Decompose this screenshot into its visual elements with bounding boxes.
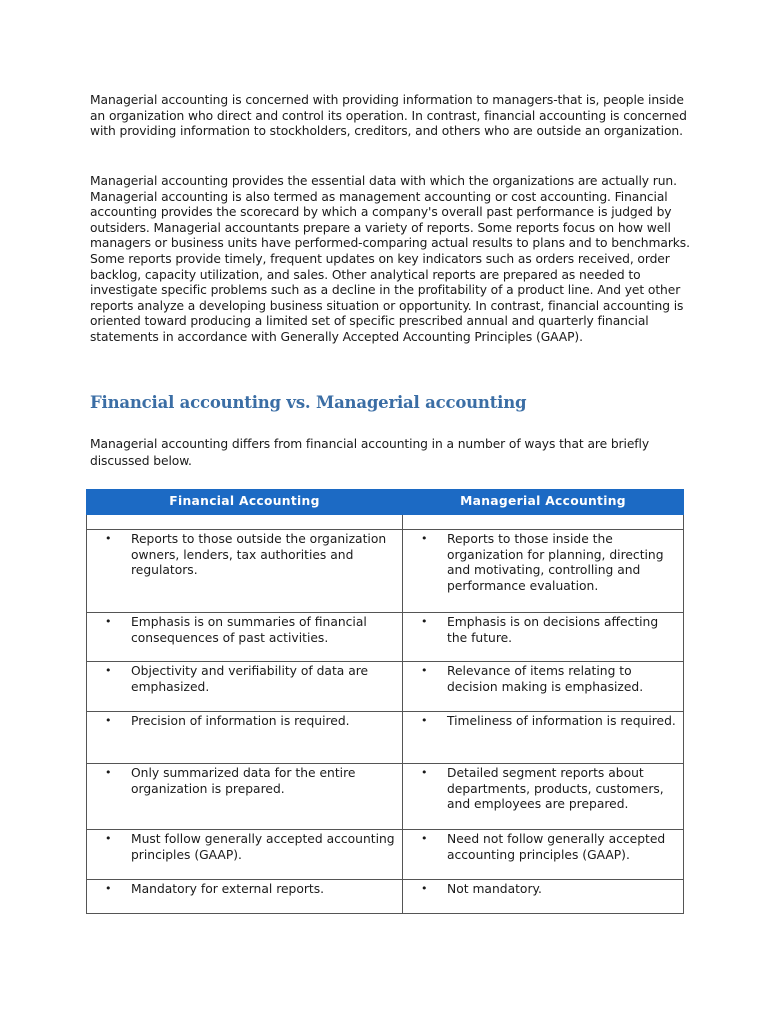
spacer-cell [87, 515, 403, 530]
table-row [87, 712, 684, 764]
financial-cell [87, 662, 403, 712]
bullet-icon: • [421, 714, 428, 727]
bullet-icon: • [105, 714, 112, 727]
managerial-cell [403, 880, 684, 914]
table-row [87, 830, 684, 880]
cell-text: Emphasis is on summaries of financial consequences of past activities. [131, 615, 367, 645]
managerial-cell [403, 613, 684, 662]
bullet-icon: • [105, 664, 112, 677]
cell-text: Precision of information is required. [131, 714, 350, 728]
bullet-icon: • [105, 832, 112, 845]
financial-cell [87, 880, 403, 914]
paragraph-essential-data: Managerial accounting provides the essential data with which the organizations are actually run. Managerial accounting is also termed as management accounting or cost accounting. Financial accounting provides the scorecard by which a company's overall past performance is judged by outsiders. Managerial accountants prepare a variety of reports. Some reports focus on how well managers or business units have performed-comparing actual results to plans and to benchmarks. Some reports provide timely, frequent updates on key indicators such as orders received, order backlog, capacity utilization, and sales. Other analytical reports are prepared as needed to investigate specific problems such as a decline in the profitability of a product line. And yet other reports analyze a developing business situation or opportunity. In contrast, financial accounting is oriented toward producing a limited set of specific prescribed annual and quarterly financial statements in accordance with Generally Accepted Accounting Principles (GAAP). [90, 174, 690, 344]
table-row [87, 530, 684, 613]
bullet-icon: • [421, 615, 428, 628]
bullet-icon: • [421, 766, 428, 779]
bullet-icon: • [105, 766, 112, 779]
bullet-icon: • [105, 882, 112, 895]
cell-text: Objectivity and verifiability of data are emphasized. [131, 664, 369, 694]
paragraph-intro-definition: Managerial accounting is concerned with providing information to managers-that is, people inside an organization who direct and control its operation. In contrast, financial accounting is concerned with providing information to stockholders, creditors, and others who are outside an organization. [90, 93, 687, 139]
bullet-icon: • [421, 532, 428, 545]
bullet-icon: • [105, 532, 112, 545]
bullet-icon: • [421, 664, 428, 677]
table-row [87, 764, 684, 830]
financial-cell [87, 530, 403, 613]
bullet-icon: • [105, 615, 112, 628]
cell-text: Only summarized data for the entire organization is prepared. [131, 766, 356, 796]
cell-text: Must follow generally accepted accounting principles (GAAP). [131, 832, 395, 862]
cell-text: Detailed segment reports about departments, products, customers, and employees are prepared. [447, 766, 664, 812]
cell-text: Need not follow generally accepted accounting principles (GAAP). [447, 832, 666, 862]
comparison-table [86, 489, 684, 914]
cell-text: Relevance of items relating to decision making is emphasized. [447, 664, 644, 694]
spacer-cell [403, 515, 684, 530]
header-financial-accounting: Financial Accounting [87, 490, 403, 515]
table-row [87, 662, 684, 712]
managerial-cell [403, 830, 684, 880]
cell-text: Not mandatory. [447, 882, 542, 896]
bullet-icon: • [421, 832, 428, 845]
financial-cell [87, 613, 403, 662]
cell-text: Emphasis is on decisions affecting the future. [447, 615, 659, 645]
table-spacer-row [87, 515, 684, 530]
financial-cell [87, 764, 403, 830]
table-header-row [87, 490, 684, 515]
managerial-cell [403, 764, 684, 830]
financial-cell [87, 830, 403, 880]
table-row [87, 613, 684, 662]
header-managerial-accounting: Managerial Accounting [403, 490, 684, 515]
section-heading: Financial accounting vs. Managerial accounting [90, 393, 527, 412]
comparison-intro: Managerial accounting differs from financial accounting in a number of ways that are briefly discussed below. [90, 437, 650, 468]
cell-text: Reports to those outside the organization owners, lenders, tax authorities and regulators. [131, 532, 387, 578]
bullet-icon: • [421, 882, 428, 895]
cell-text: Timeliness of information is required. [447, 714, 676, 728]
financial-cell [87, 712, 403, 764]
cell-text: Mandatory for external reports. [131, 882, 325, 896]
managerial-cell [403, 662, 684, 712]
managerial-cell [403, 530, 684, 613]
cell-text: Reports to those inside the organization for planning, directing and motivating, controlling and performance evaluation. [447, 532, 664, 593]
table-row [87, 880, 684, 914]
managerial-cell [403, 712, 684, 764]
